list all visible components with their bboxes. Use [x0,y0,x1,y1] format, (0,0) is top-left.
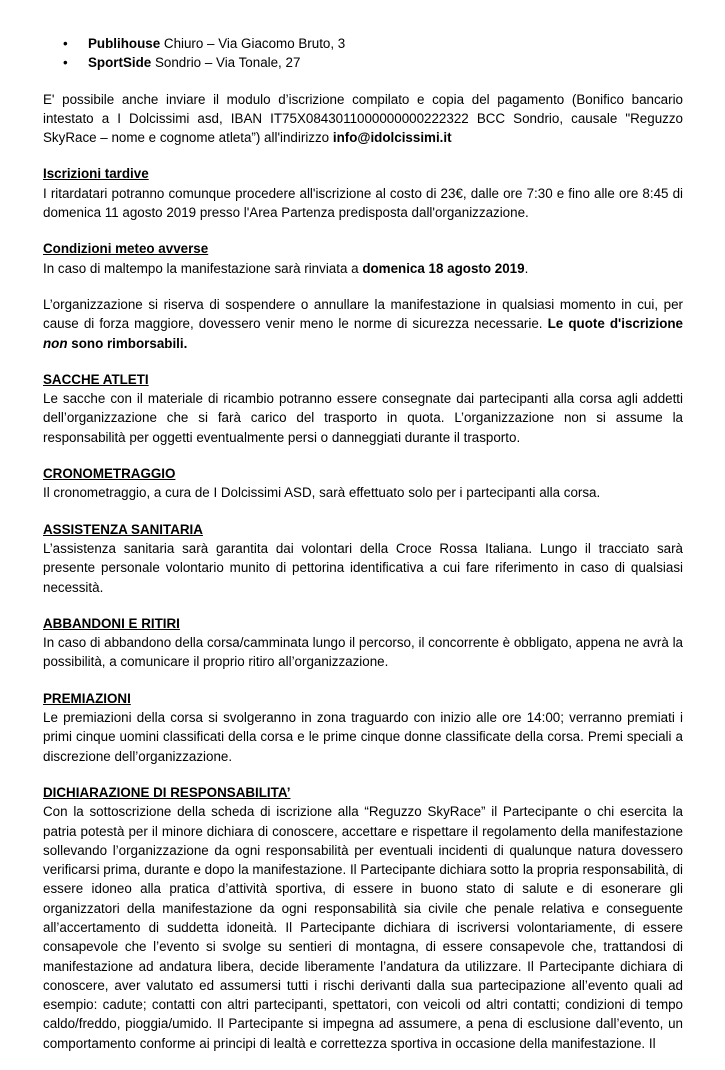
cancellation-section [43,295,683,353]
bullet-icon: • [63,55,68,71]
weather-text: In caso di maltempo la manifestazione sarà rinviata a [43,260,363,276]
section-heading: DICHIARAZIONE DI RESPONSABILITA’ [43,784,291,800]
section-text: Il cronometraggio, a cura de I Dolcissimi ASD, sarà effettuato solo per i partecipanti alla corsa. [43,485,601,501]
section-text [43,295,683,353]
abbandoni-section [43,614,683,672]
assistenza-sanitaria-section [43,520,683,597]
list-item [43,53,683,72]
section-heading: SACCHE ATLETI [43,371,149,387]
list-item [43,34,683,53]
section-heading: CRONOMETRAGGIO [43,466,176,482]
weather-section [43,239,683,278]
shop-list [43,34,683,73]
sacche-section [43,370,683,447]
shop-address: Chiuro – Via Giacomo Bruto, 3 [160,36,346,51]
section-text: Con la sottoscrizione della scheda di iscrizione alla “Reguzzo SkyRace” il Partecipante o chi esercita la patria potestà per il minore dichiara di conoscere, accettare e rispettare il regolamento della manifestazione sollevando l’organizzazione da ogni responsabilità per eventuali incidenti di qualunque natura dovessero verificarsi prima, durante e dopo la manifestazione. Il Partecipante dichiara sotto la propria responsabilità, di essere idoneo alla pratica d’attività sportiva, di essere in buono stato di salute e di esonerare gli organizzatori della manifestazione da ogni responsabilità sia civile che penale relativa e conseguente all’accertamento di suddetta idoneità. Il Partecipante dichiara di iscriversi volontariamente, di essere consapevole che l’evento si svolge su sentieri di montagna, di essere consapevole che, trattandosi di manifestazione ad andatura libera, decide liberamente l’andatura da utilizzare. Il Partecipante dichiara di conoscere, aver valutato ed assumersi tutti i rischi derivanti dalla sua partecipazione all’evento quali ad esempio: cadute; contatti con altri partecipanti, spettatori, con veicoli od altri contatti; condizioni di tempo caldo/freddo, pioggia/umido. Il Partecipante si impegna ad assumere, a pena di esclusione dall’evento, un comportamento conforme ai principi di lealtà e correttezza sportiva in occasione della manifestazione. Il [43,804,683,1051]
cancel-text: L’organizzazione si riserva di sospendere o annullare la manifestazione in qualsiasi momento in cui, per cause di forza maggiore, dovessero venir meno le norme di sicurezza necessarie. [43,296,683,332]
late-registration-section [43,164,683,222]
section-heading: ASSISTENZA SANITARIA [43,521,203,537]
section-text: L’assistenza sanitaria sarà garantita dai volontari della Croce Rossa Italiana. Lungo il tracciato sarà presente personale volontario munito di pettorina identificativa a cui fare riferimento in caso di qualsiasi necessità. [43,540,683,595]
postponed-date: domenica 18 agosto 2019 [362,260,525,276]
email-link[interactable]: info@idolcissimi.it [332,130,452,146]
cronometraggio-section [43,464,683,503]
premiazioni-section [43,689,683,766]
section-text: Le premiazioni della corsa si svolgeranno in zona traguardo con inizio alle ore 14:00; verranno premiati i primi cinque uomini classificati della corsa e le prime cinque donne classificate della corsa. Premi speciali a discrezione dell’organizzazione. [43,710,683,764]
section-heading: PREMIAZIONI [43,690,131,706]
shop-name: Publihouse [88,36,161,51]
dichiarazione-section [43,783,683,1053]
section-heading: Iscrizioni tardive [43,166,149,182]
intro-section [43,90,683,148]
refund-note-end: sono rimborsabili. [67,335,188,351]
section-text [43,259,683,278]
intro-paragraph [43,90,683,148]
shop-name: SportSide [88,55,152,71]
refund-note-emphasis: non [43,335,68,351]
intro-text: E' possibile anche inviare il modulo d’iscrizione compilato e copia del pagamento (Bonifico bancario intestato a I Dolcissimi asd, IBAN IT75X0843011000000000222322 BCC Sondrio, causale "Reguzzo SkyRace – nome e cognome atleta”) all'indirizzo [43,91,683,146]
document-page [43,34,683,1070]
bullet-icon: • [63,36,68,51]
shop-address: Sondrio – Via Tonale, 27 [151,55,301,71]
section-text: In caso di abbandono della corsa/camminata lungo il percorso, il concorrente è obbligato, appena ne avrà la possibilità, a comunicare il proprio ritiro all’organizzazione. [43,635,683,670]
section-heading: ABBANDONI E RITIRI [43,615,180,631]
weather-text-end: . [524,260,529,276]
section-text: I ritardatari potranno comunque procedere all'iscrizione al costo di 23€, dalle ore 7:30 e fino alle ore 8:45 di domenica 11 agosto 2019 presso l'Area Partenza predisposta dall'organizzazione. [43,185,683,221]
refund-note: Le quote d'iscrizione [547,316,683,332]
section-text: Le sacche con il materiale di ricambio potranno essere consegnate dai partecipanti alla corsa agli addetti dell’organizzazione che si farà carico del trasporto in quota. L’organizzazione non si assume la responsabilità per oggetti eventualmente persi o danneggiati durante il trasporto. [43,391,683,445]
section-heading: Condizioni meteo avverse [43,241,209,257]
